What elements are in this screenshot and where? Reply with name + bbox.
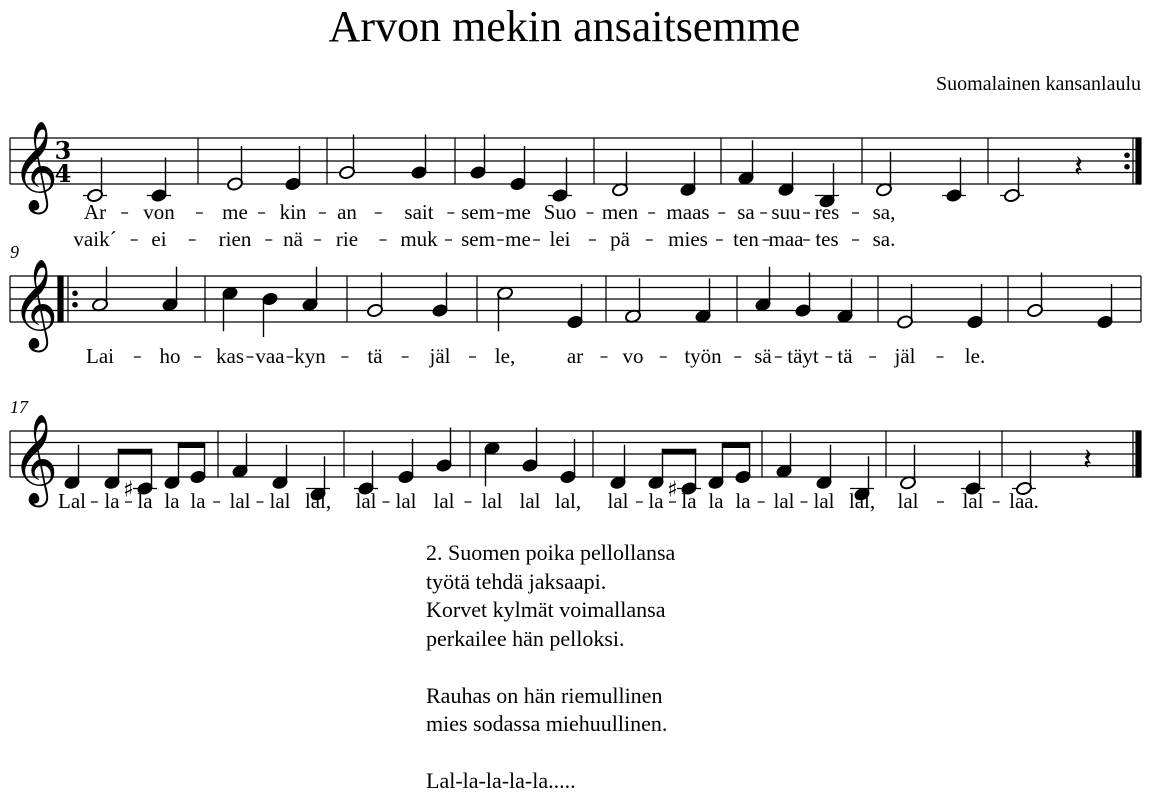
lyric-syllable: lal, — [304, 489, 332, 513]
sharp-icon: ♯ — [123, 477, 134, 503]
treble-clef-icon: 𝄞 — [12, 121, 59, 211]
lyric-syllable: la — [681, 489, 697, 513]
staff-lines — [10, 138, 1141, 477]
lyric-syllable: sa, — [872, 200, 896, 224]
lyric-syllable: lal — [962, 489, 984, 513]
lyric-syllable: sä — [754, 344, 772, 368]
lyric-syllable: kas — [216, 344, 244, 368]
lyric-syllable: an — [337, 200, 357, 224]
repeat-dot — [1125, 165, 1129, 169]
lyric-syllable: sem — [461, 200, 495, 224]
lyric-syllable: sa — [737, 200, 755, 224]
lyric-syllable: lal — [395, 489, 417, 513]
beam — [722, 443, 750, 448]
sharp-icon: ♯ — [667, 477, 678, 503]
lyric-syllable: rien — [218, 227, 252, 251]
lyric-syllable: vaik´ — [73, 227, 117, 251]
lyric-syllable: lal — [519, 489, 541, 513]
time-signature-bottom: 4 — [54, 159, 72, 188]
lyric-syllable: me — [222, 200, 248, 224]
verse-line: 2. Suomen poika pellollansa — [426, 540, 676, 565]
lyric-syllable: työn — [684, 344, 722, 368]
lyric-syllable: tes — [815, 227, 839, 251]
lyric-syllable: Ar — [83, 200, 107, 224]
lyric-syllable: laa. — [1009, 489, 1039, 513]
lyric-syllable: res — [814, 200, 840, 224]
notes — [63, 135, 1113, 503]
lyric-syllable: lal — [229, 489, 251, 513]
lyric-syllable: lal — [269, 489, 291, 513]
repeat-start-thick-bar — [58, 276, 63, 322]
beam — [662, 449, 696, 454]
verse-line — [426, 653, 675, 682]
lyric-syllable: la — [708, 489, 724, 513]
time-signature-top: 3 — [54, 136, 72, 165]
verse-line — [426, 739, 675, 768]
treble-clef-icon: 𝄞 — [12, 259, 59, 349]
lyric-syllable: kin — [279, 200, 307, 224]
lyric-syllable: lal — [897, 489, 919, 513]
final-thick-bar — [1136, 138, 1141, 184]
lyric-syllable: lal, — [554, 489, 582, 513]
lyric-syllable: me — [505, 227, 531, 251]
lyric-syllable: muk — [400, 227, 438, 251]
lyric-syllable: von — [143, 200, 175, 224]
lyric-syllable: Suo — [543, 200, 577, 224]
lyric-syllable: nä — [283, 227, 303, 251]
lyric-syllable: la — [735, 489, 751, 513]
lyric-syllable: ho — [159, 344, 181, 368]
lyric-syllable: men — [601, 200, 639, 224]
verse-line: Lal-la-la-la-la..... — [426, 768, 576, 793]
lyric-syllable: lal — [355, 489, 377, 513]
quarter-rest-icon: 𝄽 — [1083, 442, 1093, 478]
lyric-syllable: jäl — [429, 344, 451, 368]
lyric-syllable: la — [190, 489, 206, 513]
song-title: Arvon mekin ansaitsemme — [328, 2, 801, 51]
lyric-syllable: tä — [367, 344, 383, 368]
lyric-syllable: lal — [433, 489, 455, 513]
lyric-syllable: pä — [610, 227, 630, 251]
lyric-syllable: jäl — [894, 344, 916, 368]
verse-line: työtä tehdä jaksaapi. — [426, 568, 607, 594]
lyric-syllable: maa — [768, 227, 804, 251]
lyric-syllable: lal, — [848, 489, 876, 513]
lyric-syllable: la — [164, 489, 180, 513]
composer-credit: Suomalainen kansanlaulu — [936, 73, 1141, 95]
measure-number: 9 — [10, 242, 19, 262]
lyric-syllable: ten — [733, 227, 759, 251]
lyric-syllable: mies — [668, 227, 708, 251]
verse-line: perkailee hän pelloksi. — [426, 625, 625, 651]
verse-line: mies sodassa miehuullinen. — [426, 711, 668, 736]
lyric-syllable: la — [137, 489, 153, 513]
repeat-dot — [1125, 153, 1129, 157]
lyric-syllable: lal — [481, 489, 503, 513]
quarter-rest-icon: 𝄽 — [1074, 149, 1084, 185]
lyric-syllable: le. — [964, 344, 986, 368]
repeat-dot — [73, 291, 77, 295]
verse-line: Rauhas on hän riemullinen — [426, 682, 663, 708]
lyric-syllable: Lal — [58, 489, 86, 513]
lyric-syllable: lal — [813, 489, 835, 513]
lyric-syllable: maas — [666, 200, 710, 224]
lyric-syllable: Lai — [86, 344, 114, 368]
second-verse — [426, 539, 675, 796]
lyric-syllable: vaa — [255, 344, 285, 368]
lyric-syllable: vo — [622, 344, 644, 368]
lyric-syllable: täyt — [787, 344, 819, 368]
lyric-syllable: ar — [566, 344, 584, 368]
lyric-syllable: me — [505, 200, 531, 224]
beam — [178, 443, 205, 448]
repeat-dot — [73, 303, 77, 307]
lyric-syllable: le, — [494, 344, 516, 368]
lyric-syllable: rie — [335, 227, 359, 251]
lyric-syllable: lei — [549, 227, 571, 251]
lyric-syllable: lal — [773, 489, 795, 513]
treble-clef-icon: 𝄞 — [12, 414, 59, 504]
lyric-syllable: kyn — [294, 344, 326, 368]
lyric-syllable: sait — [404, 200, 434, 224]
final-thick-bar — [1136, 431, 1141, 477]
lyric-syllable: lal — [607, 489, 629, 513]
lyric-syllable: sa. — [872, 227, 896, 251]
verse-line: Korvet kylmät voimallansa — [426, 597, 666, 622]
lyric-syllable: suu — [771, 200, 801, 224]
lyric-syllable: tä — [837, 344, 853, 368]
lyric-syllable: la — [104, 489, 120, 513]
measure-number: 17 — [10, 397, 28, 417]
lyric-syllable: sem — [461, 227, 495, 251]
beam — [118, 449, 152, 454]
lyric-syllable: la — [648, 489, 664, 513]
lyric-syllable: ei — [151, 227, 167, 251]
